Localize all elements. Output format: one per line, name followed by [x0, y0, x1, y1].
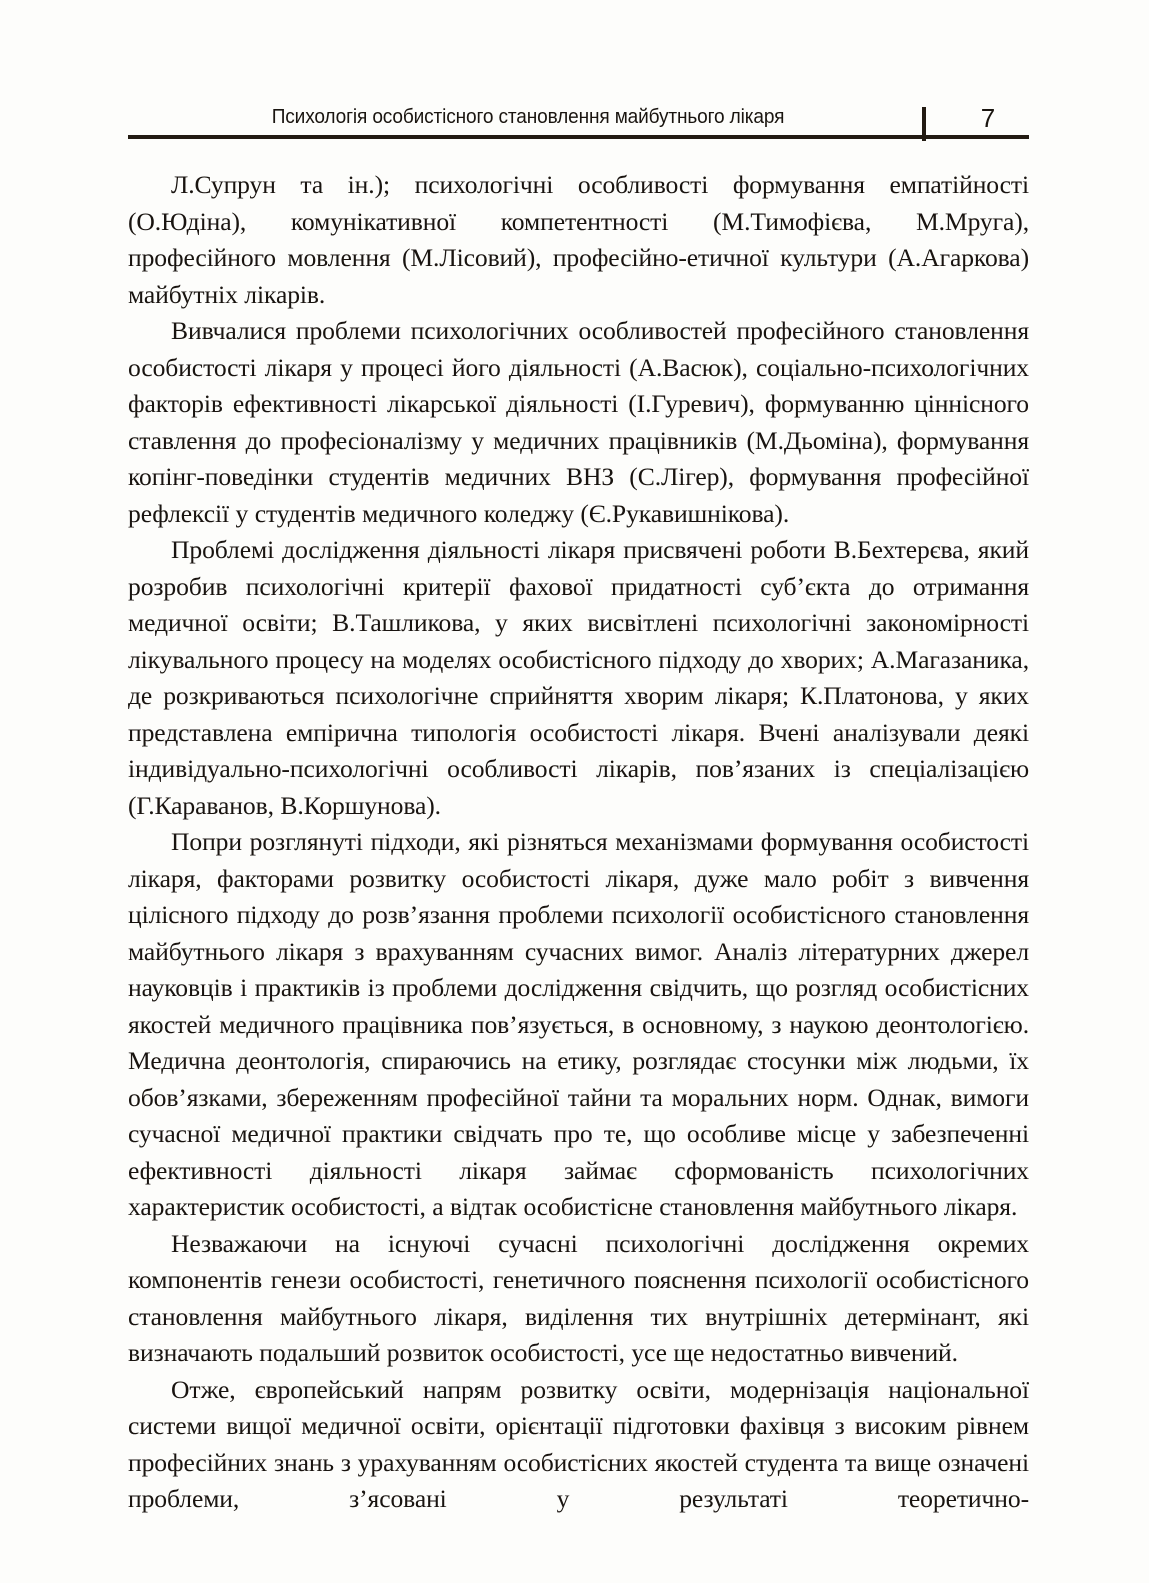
running-header-title: Психологія особистісного становлення майбутнього лікаря: [271, 105, 785, 128]
paragraph: Попри розглянуті підходи, які різняться механізмами формування особистості лікаря, факторами розвитку особистості лікаря, дуже мало робіт з вивчення цілісного підходу до розв’язання проблеми психології особистісного становлення майбутнього лікаря з врахуванням сучасних вимог. Аналіз літературних джерел науковців і практиків із проблеми дослідження свідчить, що розгляд особистісних якостей медичного працівника пов’язується, в основному, з наукою деонтологією. Медична деонтологія, спираючись на етику, розглядає стосунки між людьми, їх обов’язками, збереженням професійної тайни та моральних норм. Однак, вимоги сучасної медичної практики свідчать про те, що особливе місце у забезпеченні ефективності діяльності лікаря займає сформованість психологічних характеристик особистості, а відтак особистісне становлення майбутнього лікаря.: [128, 827, 1029, 1221]
paragraph: Отже, європейський напрям розвитку освіти, модернізація національної системи вищої медичної освіти, орієнтації підготовки фахівця з високим рівнем професійних знань з урахуванням особистісних якостей студента та вище означені проблеми, з’ясовані у результаті теоретично-: [128, 1374, 1029, 1513]
paragraph: Л.Супрун та ін.); психологічні особливості формування емпатійності (О.Юдіна), комунікативної компетентності (М.Тимофієва, М.Мруга), професійного мовлення (М.Лісовий), професійно-етичної культури (А.Агаркова) майбутніх лікарів.: [128, 170, 1029, 309]
header-rule: [128, 135, 1029, 139]
body-text: [128, 167, 1029, 1518]
paragraph: Проблемі дослідження діяльності лікаря присвячені роботи В.Бехтерєва, який розробив психологічні критерії фахової придатності суб’єкта до отримання медичної освіти; В.Ташликова, у яких висвітлені психологічні закономірності лікувального процесу на моделях особистісного підходу до хворих; А.Магазаника, де розкриваються психологічне сприйняття хворим лікаря; К.Платонова, у яких представлена емпірична типологія особистості лікаря. Вчені аналізували деякі індивідуально-психологічні особливості лікарів, пов’язаних із спеціалізацією (Г.Караванов, В.Коршунова).: [128, 535, 1029, 820]
paragraph: Незважаючи на існуючі сучасні психологічні дослідження окремих компонентів генези особистості, генетичного пояснення психології особистісного становлення майбутнього лікаря, виділення тих внутрішніх детермінант, які визначають подальший розвиток особистості, усе ще недостатньо вивчений.: [128, 1228, 1029, 1367]
running-header: [128, 104, 1029, 148]
paragraph: Вивчалися проблеми психологічних особливостей професійного становлення особистості лікаря у процесі його діяльності (А.Васюк), соціально-психологічних факторів ефективності лікарської діяльності (І.Гуревич), формуванню ціннісного ставлення до професіоналізму у медичних працівників (М.Дьоміна), формування копінг-поведінки студентів медичних ВНЗ (С.Лігер), формування професійної рефлексії у студентів медичного коледжу (Є.Рукавишнікова).: [128, 316, 1029, 528]
page-number: 7: [980, 103, 996, 133]
header-tick-divider: [922, 107, 926, 141]
